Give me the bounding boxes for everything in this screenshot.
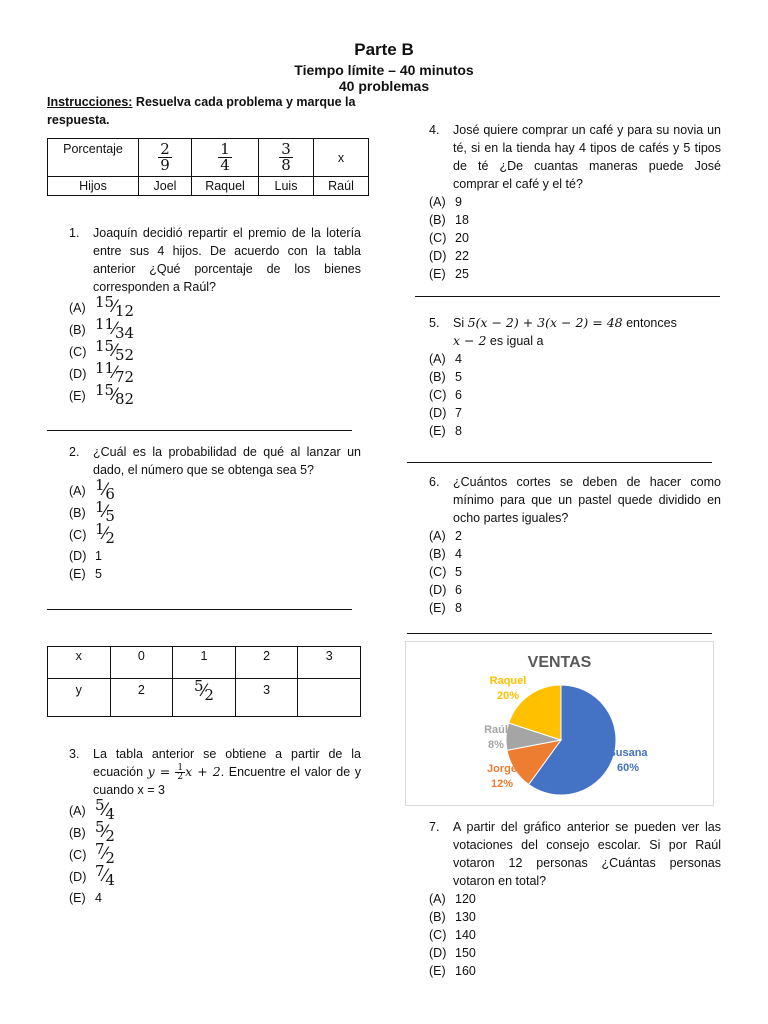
answer-option[interactable]: (A) 9 [429,195,462,209]
question-text: José quiere comprar un café y para su novia un té, si en la tienda hay 4 tipos de cafés y 5 tipos de té ¿De cuantas maneras puede José comprar el café y el té? [453,123,721,191]
answer-option[interactable]: (D) 22 [429,249,469,263]
fraction-luis: $\frac{3}{8}$ [259,139,314,177]
question-number: 6. [429,475,440,489]
xy-table [47,646,361,717]
question-7 [407,818,721,980]
question-5 [407,314,721,440]
answer-option[interactable]: (A) 15⁄12 [69,293,135,320]
x-value: 3 [298,647,361,679]
answer-option[interactable]: (B) 1⁄5 [69,498,115,525]
child-name: Raúl [314,177,369,196]
answer-option[interactable]: (E) 8 [429,601,462,615]
table-header-percentage: Porcentaje [48,139,139,177]
answer-option[interactable]: (B) 4 [429,547,462,561]
pie-label-raul: Raúl 8% [484,724,508,751]
question-number: 1. [69,226,80,240]
answer-option[interactable]: (C) 7⁄2 [69,840,115,868]
question-1 [47,224,361,408]
answer-option[interactable]: (A) 2 [429,529,462,543]
question-number: 3. [69,747,80,761]
x-value: 0 [110,647,173,679]
divider [407,633,712,634]
y-value: 3 [235,679,298,717]
answer-option[interactable]: (A) 1⁄6 [69,476,115,503]
pie-label-jorge: Jorge 12% [487,763,517,790]
x-label: x [48,647,111,679]
page-title: Parte B [354,40,414,59]
answer-option[interactable]: (E) 8 [429,424,462,438]
table-header-children: Hijos [48,177,139,196]
y-value [298,679,361,717]
answer-option[interactable]: (B) 5 [429,370,462,384]
answer-option[interactable]: (C) 5 [429,565,462,579]
x-value: 2 [235,647,298,679]
pie-svg [406,642,713,805]
answer-option[interactable]: (C) 140 [429,928,476,942]
answer-option[interactable]: (D) 150 [429,946,476,960]
answer-option[interactable]: (C) 6 [429,388,462,402]
question-text: A partir del gráfico anterior se pueden ver las votaciones del consejo escolar. Si por Raúl votaron 12 personas ¿Cuántas personas votaron en total? [453,820,721,888]
answer-option[interactable]: (B) 5⁄2 [69,818,115,846]
time-limit: Tiempo límite – 40 minutos [294,62,474,78]
fraction-raquel: $\frac{1}{4}$ [192,139,259,177]
question-text: Si 5(x − 2) + 3(x − 2) = 48 entonces x − 2 es igual a [453,315,677,348]
answer-option[interactable]: (D) 11⁄72 [69,359,135,386]
question-text: ¿Cuál es la probabilidad de qué al lanzar un dado, el número que se obtenga sea 5? [93,445,361,477]
answer-option[interactable]: (E) 25 [429,267,469,281]
divider [407,462,712,463]
question-number: 7. [429,820,440,834]
child-name: Luis [259,177,314,196]
question-text: ¿Cuántos cortes se deben de hacer como mínimo para que un pastel quede dividido en ocho partes iguales? [453,475,721,525]
answer-option[interactable]: (D) 7 [429,406,462,420]
fraction-raul: x [314,139,369,177]
answer-option[interactable]: (B) 18 [429,213,469,227]
problem-count: 40 problemas [338,78,430,94]
answer-option[interactable]: (D) 1 [69,549,102,563]
instructions-text: Resuelva cada problema y marque la respuesta. [47,95,356,127]
answer-option[interactable]: (A) 120 [429,892,476,906]
instructions-label: Instrucciones: [47,95,133,109]
answer-option[interactable]: (B) 130 [429,910,476,924]
answer-option[interactable]: (E) 5 [69,567,102,581]
pie-label-raquel: Raquel 20% [489,675,527,702]
divider [415,296,720,297]
answer-option[interactable]: (E) 4 [69,891,102,906]
question-6 [407,473,721,617]
question-text: La tabla anterior se obtiene a partir de la ecuación y = $\frac{1}{2}$ x + 2. Encuentre el valor de y cuando x = 3 [93,747,362,798]
answer-option[interactable]: (E) 15⁄82 [69,381,135,408]
child-name: Raquel [192,177,259,196]
answer-option[interactable]: (A) 5⁄4 [69,796,115,824]
answer-option[interactable]: (B) 11⁄34 [69,315,135,342]
answer-option[interactable]: (D) 6 [429,583,462,597]
divider [47,430,352,431]
chart-title: VENTAS [527,654,592,671]
divider [47,609,352,610]
answer-option[interactable]: (A) 4 [429,352,462,366]
fraction-joel: $\frac{2}{9}$ [139,139,192,177]
y-value: 5⁄2 [173,679,236,717]
question-2 [47,443,361,583]
instructions [47,93,367,129]
percentage-table [47,138,369,196]
sales-pie-chart [405,641,714,806]
question-text: Joaquín decidió repartir el premio de la lotería entre sus 4 hijos. De acuerdo con la tabla anterior ¿Qué porcentaje de los bienes corresponden a Raúl? [93,226,361,294]
answer-option[interactable]: (C) 15⁄52 [69,337,135,364]
answer-option[interactable]: (D) 7⁄4 [69,862,115,890]
question-3 [47,745,361,907]
y-value: 2 [110,679,173,717]
pie-label-susana: Susana 60% [608,747,648,774]
answer-option[interactable]: (C) 20 [429,231,469,245]
x-value: 1 [173,647,236,679]
y-label: y [48,679,111,717]
question-number: 4. [429,123,440,137]
question-number: 5. [429,316,440,330]
question-4 [407,121,721,283]
answer-option[interactable]: (C) 1⁄2 [69,520,115,547]
answer-option[interactable]: (E) 160 [429,964,476,978]
question-number: 2. [69,445,80,459]
child-name: Joel [139,177,192,196]
